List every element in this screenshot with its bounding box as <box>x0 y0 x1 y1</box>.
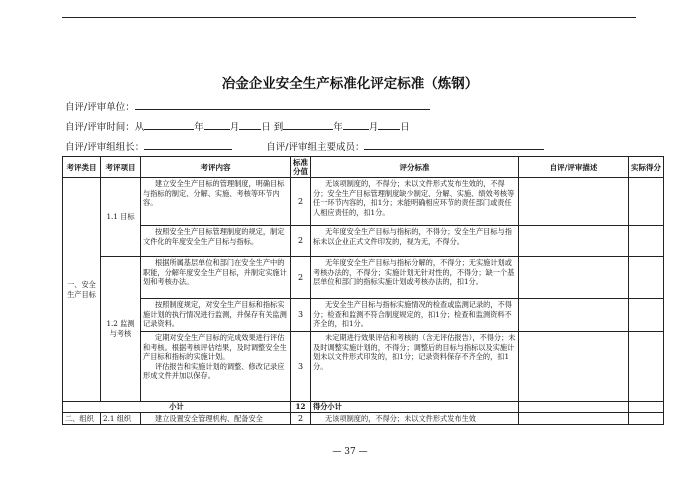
content-text-2: 评估报告和实施计划的调整、修改记录应形成文件并加以保存。 <box>143 361 285 381</box>
page-title: 冶金企业安全生产标准化评定标准（炼钢） <box>221 76 479 92</box>
score-cell: 2 <box>291 257 311 299</box>
col-score: 标准分值 <box>291 157 311 178</box>
table-header-row <box>63 157 664 178</box>
item-cell: 1.1 目标 <box>101 178 141 257</box>
table-row <box>63 178 664 226</box>
subtotal-row <box>63 402 664 413</box>
year-label: 年 <box>333 122 343 133</box>
actual-score-cell[interactable] <box>629 412 664 425</box>
month-label: 月 <box>368 122 379 133</box>
content-cell: 根据所属基层单位和部门在安全生产中的职能，分解年度安全生产目标，并制定实施计划和考核办法。 <box>141 257 291 299</box>
leader-row <box>65 139 544 153</box>
month-label: 月 <box>229 122 240 133</box>
category-cell: 一、安全生产目标 <box>63 178 101 402</box>
day-to-label: 日 到 <box>261 122 284 133</box>
table-row <box>63 332 664 402</box>
leader-field[interactable] <box>144 139 232 150</box>
start-year-field[interactable] <box>144 119 194 130</box>
members-field[interactable] <box>364 139 544 150</box>
item-cell: 2.1 组织 <box>101 412 141 425</box>
description-cell[interactable] <box>519 226 629 257</box>
category-cell: 二、组织 <box>63 412 101 425</box>
actual-score-cell[interactable] <box>629 299 664 332</box>
start-day-field[interactable] <box>239 119 261 130</box>
content-text: 定期对安全生产目标的完成效果进行评估和考核。根据考核评估结果，及时调整安全生产目标和指标的实施计划。 <box>143 333 287 362</box>
content-cell: 按照制度规定，对安全生产目标和指标实施计划的执行情况进行监测，并保存有关监测记录资料。 <box>141 299 291 332</box>
criteria-cell: 无年度安全生产目标与指标分解的，不得分；无实施计划或考核办法的，不得分；实施计划无针对性的，不得分；缺一个基层单位和部门的指标实施计划或考核办法的，扣1分。 <box>311 257 519 299</box>
item-cell: 1.2 监测与考核 <box>101 257 141 402</box>
leader-label: 自评/评审组组长： <box>65 142 145 153</box>
criteria-cell: 未定期进行效果评估和考核的（含无评估报告），不得分；未及时调整实施计划的，不得分；调整后的目标与指标以及实施计划未以文件形式印发的，扣1分；记录资料保存不齐全的，扣1分。 <box>311 332 519 402</box>
actual-score-cell[interactable] <box>629 178 664 226</box>
table-row <box>63 226 664 257</box>
unit-row <box>65 99 430 113</box>
members-label: 自评/评审组主要成员： <box>266 142 365 153</box>
actual-score-cell[interactable] <box>629 332 664 402</box>
end-month-field[interactable] <box>343 119 369 130</box>
score-cell: 3 <box>291 299 311 332</box>
col-criteria: 评分标准 <box>311 157 519 178</box>
day-label: 日 <box>400 122 410 133</box>
criteria-cell: 无该项制度的，不得分；未以文件形式发布生效的，不得分；安全生产目标管理制度缺少制定、分解、实施、绩效考核等任一环节内容的，扣1分；未能明确相应环节的责任部门或责任人相应责任的，扣1分。 <box>311 178 519 226</box>
end-year-field[interactable] <box>283 119 333 130</box>
unit-field[interactable] <box>135 99 430 110</box>
time-row <box>65 119 410 133</box>
actual-score-cell[interactable] <box>629 226 664 257</box>
table-row <box>63 412 664 425</box>
actual-score-cell[interactable] <box>629 257 664 299</box>
score-cell: 2 <box>291 226 311 257</box>
description-cell[interactable] <box>519 412 629 425</box>
start-month-field[interactable] <box>204 119 230 130</box>
description-cell[interactable] <box>519 178 629 226</box>
content-cell: 建立安全生产目标的管理制度，明确目标与指标的制定、分解、实施、考核等环节内容。 <box>141 178 291 226</box>
description-cell[interactable] <box>519 332 629 402</box>
subtotal-label: 小计 <box>63 402 291 413</box>
unit-label: 自评/评审单位： <box>65 102 135 113</box>
content-cell: 建立设置安全管理机构、配备安全 <box>141 412 291 425</box>
score-subtotal-label: 得分小计 <box>311 402 519 413</box>
subtotal-score: 12 <box>291 402 311 413</box>
time-label: 自评/评审时间：从 <box>65 122 145 133</box>
col-category: 考评类目 <box>63 157 101 178</box>
table-row <box>63 299 664 332</box>
criteria-cell: 无年度安全生产目标与指标的，不得分；安全生产目标与指标未以企业正式文件印发的，视为无，不得分。 <box>311 226 519 257</box>
page-number: — 37 — <box>332 447 368 457</box>
table-row <box>63 257 664 299</box>
score-cell: 3 <box>291 332 311 402</box>
col-item: 考评项目 <box>101 157 141 178</box>
description-cell[interactable] <box>519 299 629 332</box>
score-cell: 2 <box>291 412 311 425</box>
evaluation-table <box>62 156 664 425</box>
subtotal-actual[interactable] <box>629 402 664 413</box>
content-cell <box>141 332 291 402</box>
criteria-cell: 无安全生产目标与指标实施情况的检查或监测记录的，不得分；检查和监测不符合制度规定的，扣1分；检查和监测资料不齐全的，扣1分。 <box>311 299 519 332</box>
content-cell: 按照安全生产目标管理制度的规定，制定文件化的年度安全生产目标与指标。 <box>141 226 291 257</box>
description-cell[interactable] <box>519 257 629 299</box>
col-actual: 实际得分 <box>629 157 664 178</box>
subtotal-description[interactable] <box>519 402 629 413</box>
end-day-field[interactable] <box>378 119 400 130</box>
col-content: 考评内容 <box>141 157 291 178</box>
col-description: 自评/评审描述 <box>519 157 629 178</box>
year-label: 年 <box>194 122 204 133</box>
top-rule <box>62 17 636 18</box>
criteria-cell: 无该项制度的，不得分；未以文件形式发布生效 <box>311 412 519 425</box>
score-cell: 2 <box>291 178 311 226</box>
